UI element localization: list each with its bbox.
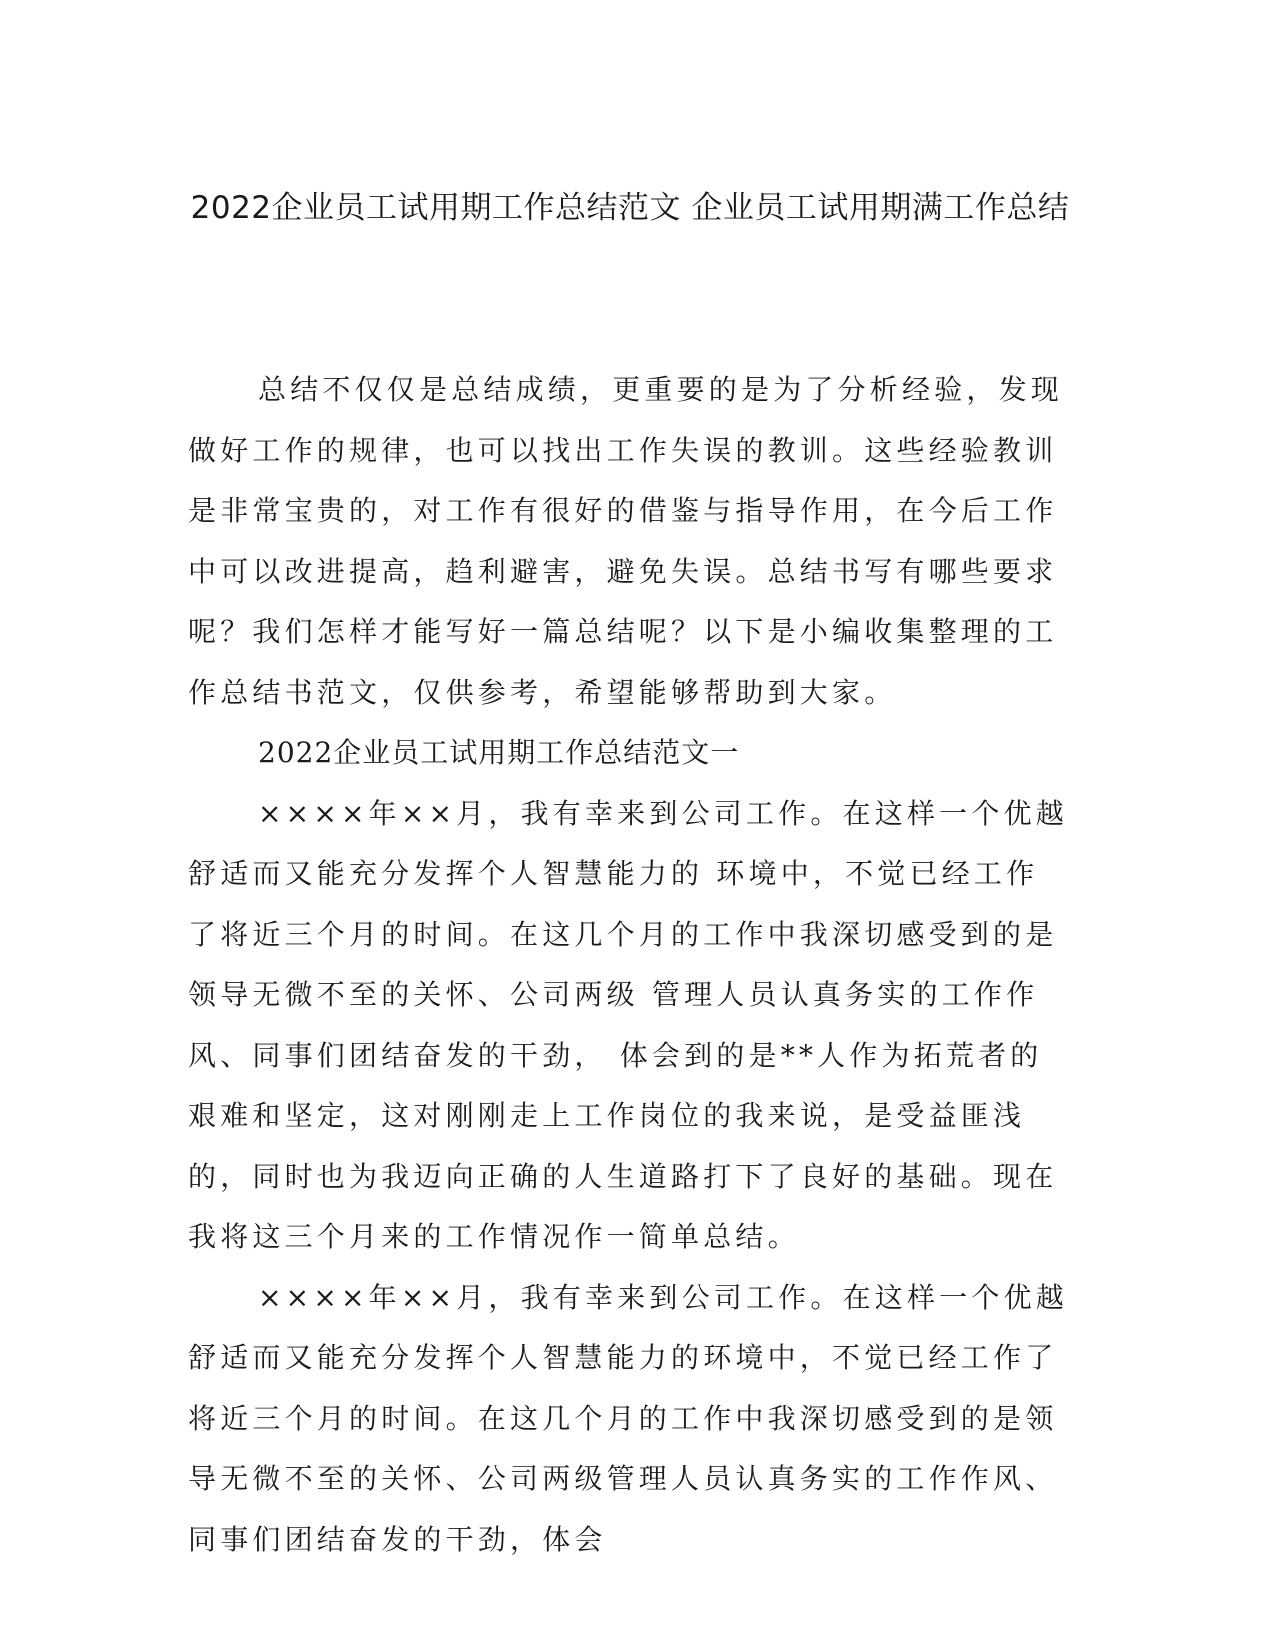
body-paragraph: ××××年××月，我有幸来到公司工作。在这样一个优越舒适而又能充分发挥个人智慧能力的 环境中，不觉已经工作了将近三个月的时间。在这几个月的工作中我深切感受到的是领导无微不至的关怀、公司两级 管理人员认真务实的工作作风、同事们团结奋发的干劲， 体会到的是**人作为拓荒者的艰难和坚定，这对刚刚走上工作岗位的我来说，是受益匪浅的，同时也为我迈向正确的人生道路打下了良好的基础。现在我将这三个月来的工作情况作一简单总结。 (188, 796, 1068, 1253)
intro-paragraph: 总结不仅仅是总结成绩，更重要的是为了分析经验，发现做好工作的规律，也可以找出工作失误的教训。这些经验教训是非常宝贵的，对工作有很好的借鉴与指导作用，在今后工作中可以改进提高，趋利避害，避免失误。总结书写有哪些要求呢？我们怎样才能写好一篇总结呢？以下是小编收集整理的工作总结书范文，仅供参考，希望能够帮助到大家。 (188, 373, 1064, 709)
document-title: 2022企业员工试用期工作总结范文 企业员工试用期满工作总结 (190, 190, 1070, 226)
document-body (188, 360, 1068, 1570)
section-heading: 2022企业员工试用期工作总结范文一 (258, 736, 740, 769)
body-paragraph: ××××年××月，我有幸来到公司工作。在这样一个优越舒适而又能充分发挥个人智慧能力的环境中，不觉已经工作了将近三个月的时间。在这几个月的工作中我深切感受到的是领导无微不至的关怀、公司两级管理人员认真务实的工作作风、同事们团结奋发的干劲，体会 (188, 1280, 1068, 1556)
